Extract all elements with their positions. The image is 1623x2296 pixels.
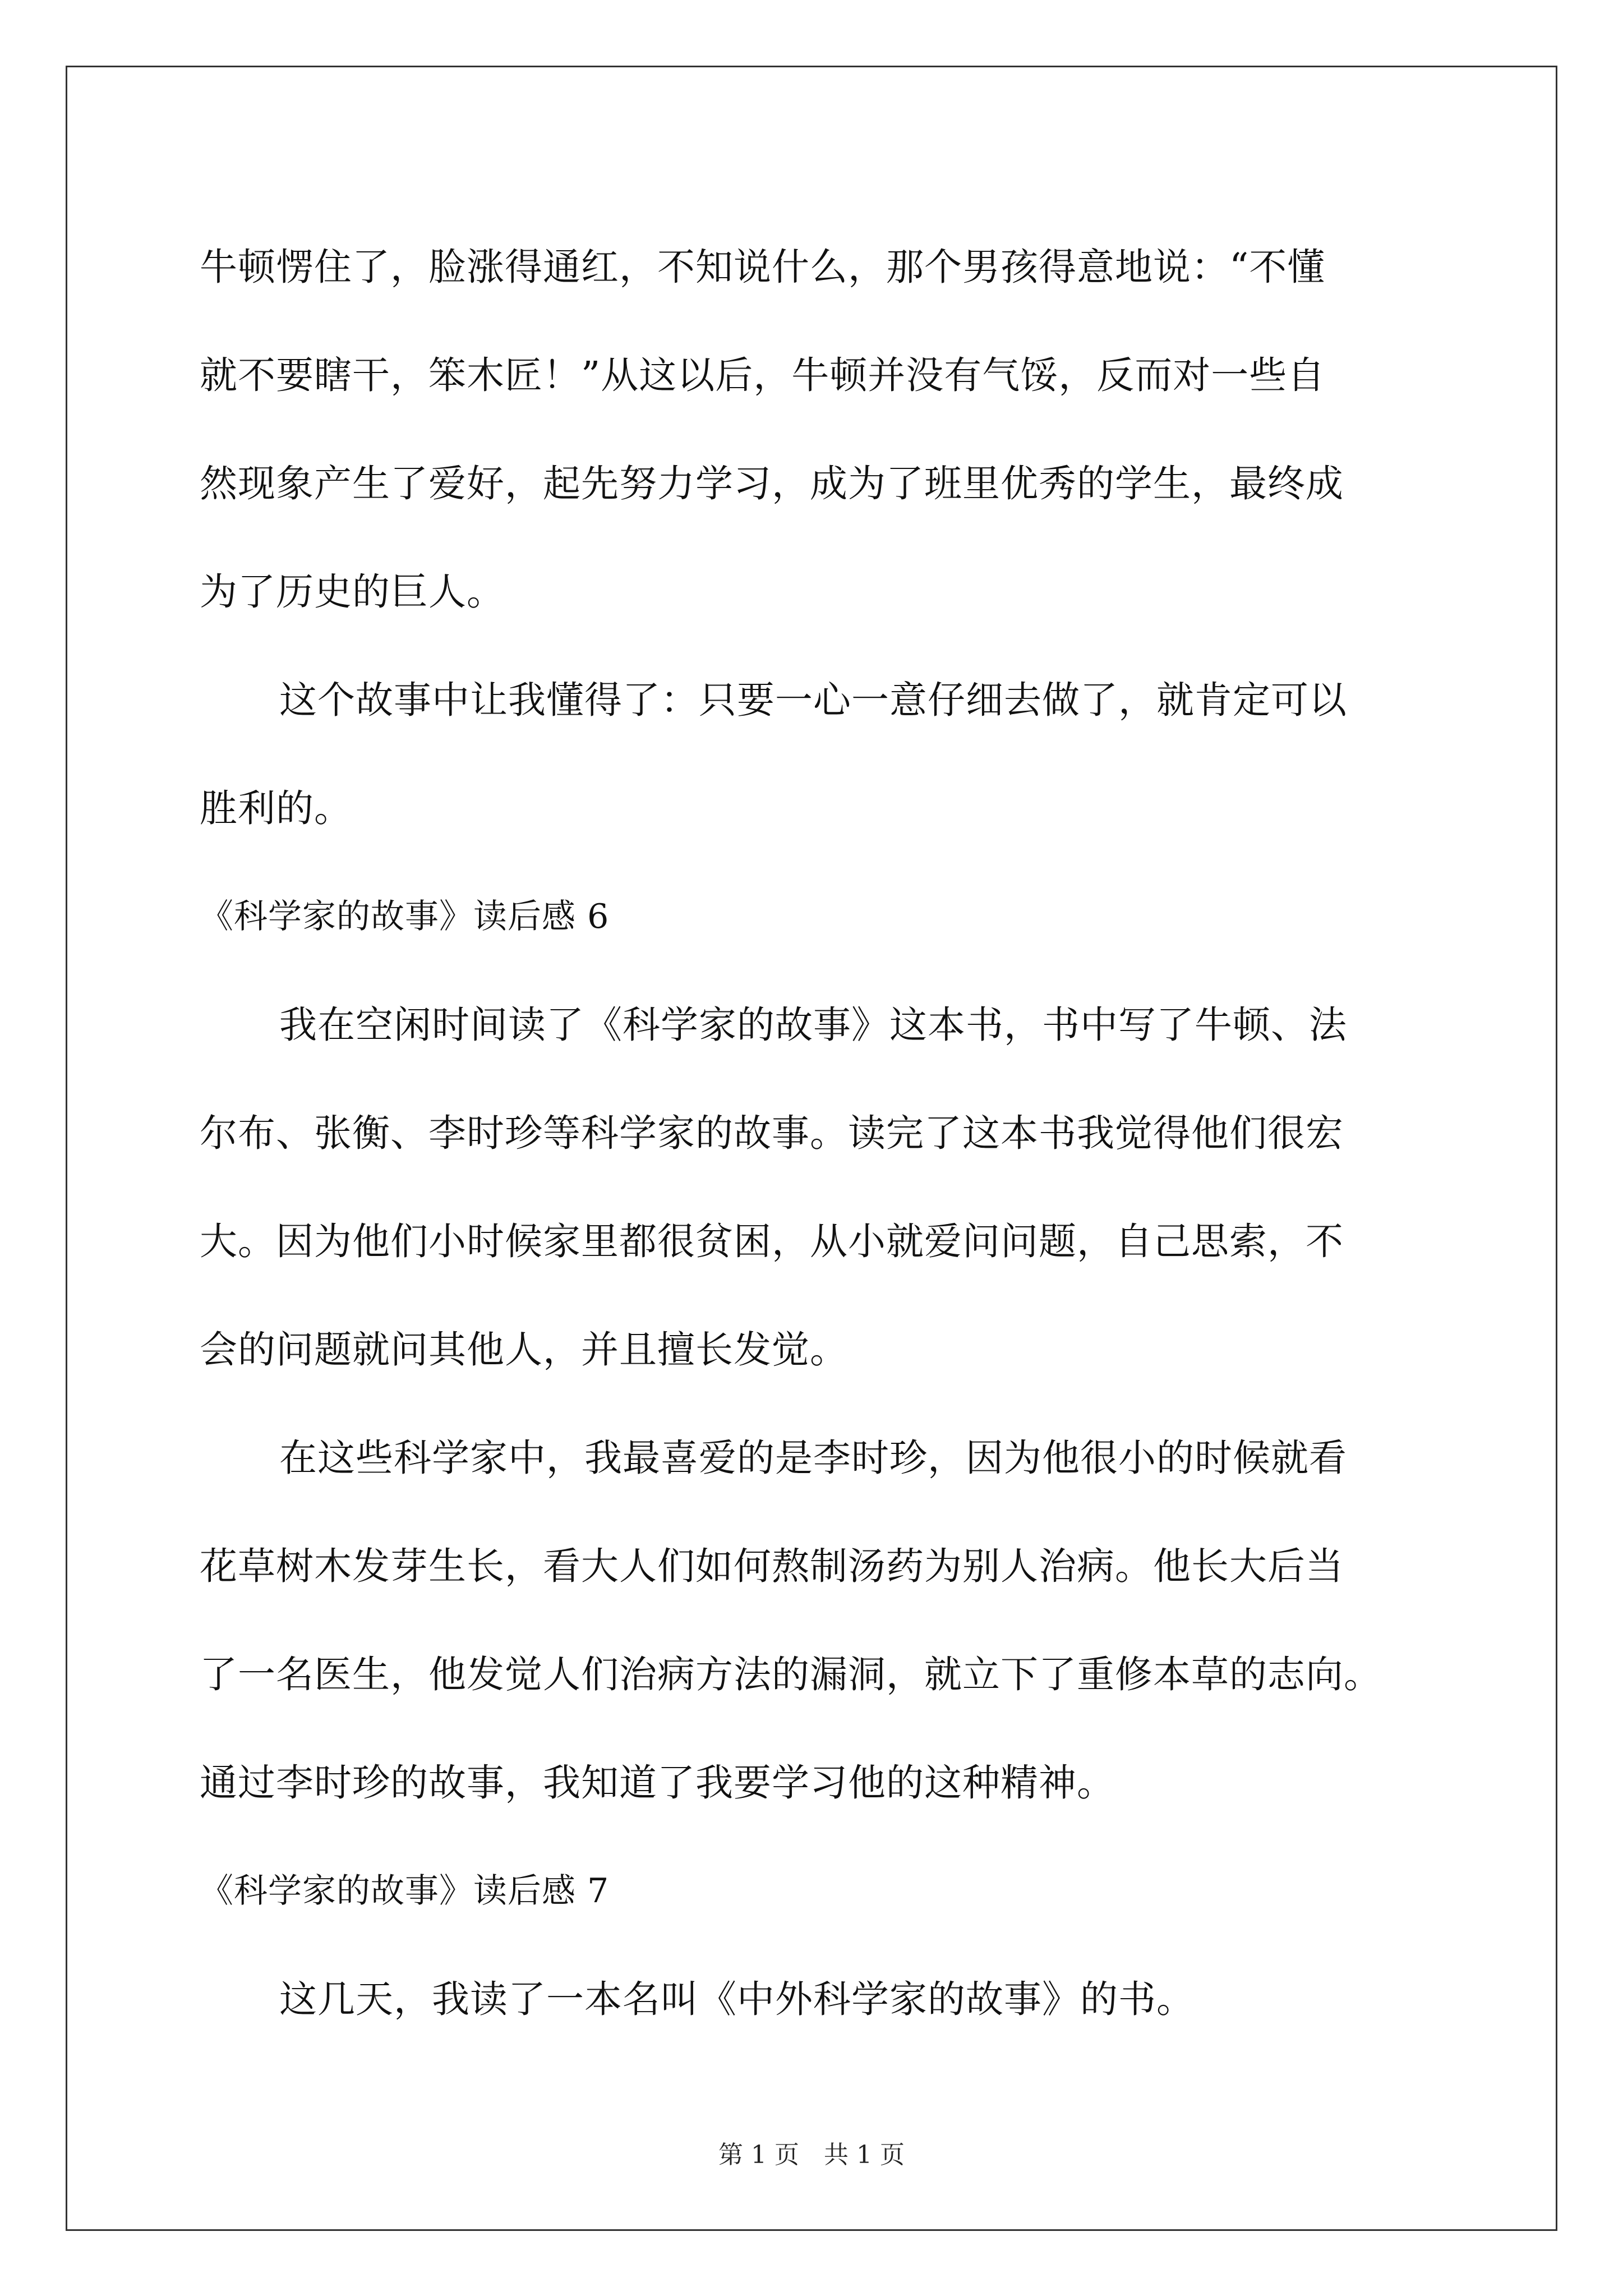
text-line-1: 牛顿愣住了，脸涨得通红，不知说什么，那个男孩得意地说：“不懂: [200, 245, 1326, 289]
text-line-4: 为了历史的巨人。: [200, 570, 505, 614]
text-line-3: 然现象产生了爱好，起先努力学习，成为了班里优秀的学生，最终成: [200, 462, 1344, 505]
text-line-15: 通过李时珍的故事，我知道了我要学习他的这种精神。: [200, 1761, 1115, 1805]
text-line-14: 了一名医生，他发觉人们治病方法的漏洞，就立下了重修本草的志向。: [200, 1653, 1382, 1696]
text-line-5: 这个故事中让我懂得了：只要一心一意仔细去做了，就肯定可以: [279, 678, 1347, 722]
document-body: [200, 213, 1433, 2054]
text-line-11: 会的问题就问其他人，并且擅长发觉。: [200, 1328, 848, 1372]
text-line-6: 胜利的。: [200, 786, 352, 830]
text-line-2: 就不要瞎干，笨木匠！”从这以后，牛顿并没有气馁，反而对一些自: [200, 353, 1326, 397]
text-line-13: 花草树木发芽生长，看大人们如何熬制汤药为别人治病。他长大后当: [200, 1544, 1344, 1588]
text-line-9: 尔布、张衡、李时珍等科学家的故事。读完了这本书我觉得他们很宏: [200, 1111, 1344, 1155]
text-line-10: 大。因为他们小时候家里都很贫困，从小就爱问问题，自己思索，不: [200, 1220, 1344, 1263]
text-line-17: 这几天，我读了一本名叫《中外科学家的故事》的书。: [279, 1977, 1195, 2021]
text-line-8: 我在空闲时间读了《科学家的故事》这本书，书中写了牛顿、法: [279, 1003, 1347, 1047]
text-line-12: 在这些科学家中，我最喜爱的是李时珍，因为他很小的时候就看: [279, 1436, 1347, 1480]
section-heading-6: 《科学家的故事》读后感 6: [200, 897, 610, 936]
section-heading-7: 《科学家的故事》读后感 7: [200, 1871, 610, 1911]
page-footer: 第 1 页 共 1 页: [718, 2141, 905, 2169]
